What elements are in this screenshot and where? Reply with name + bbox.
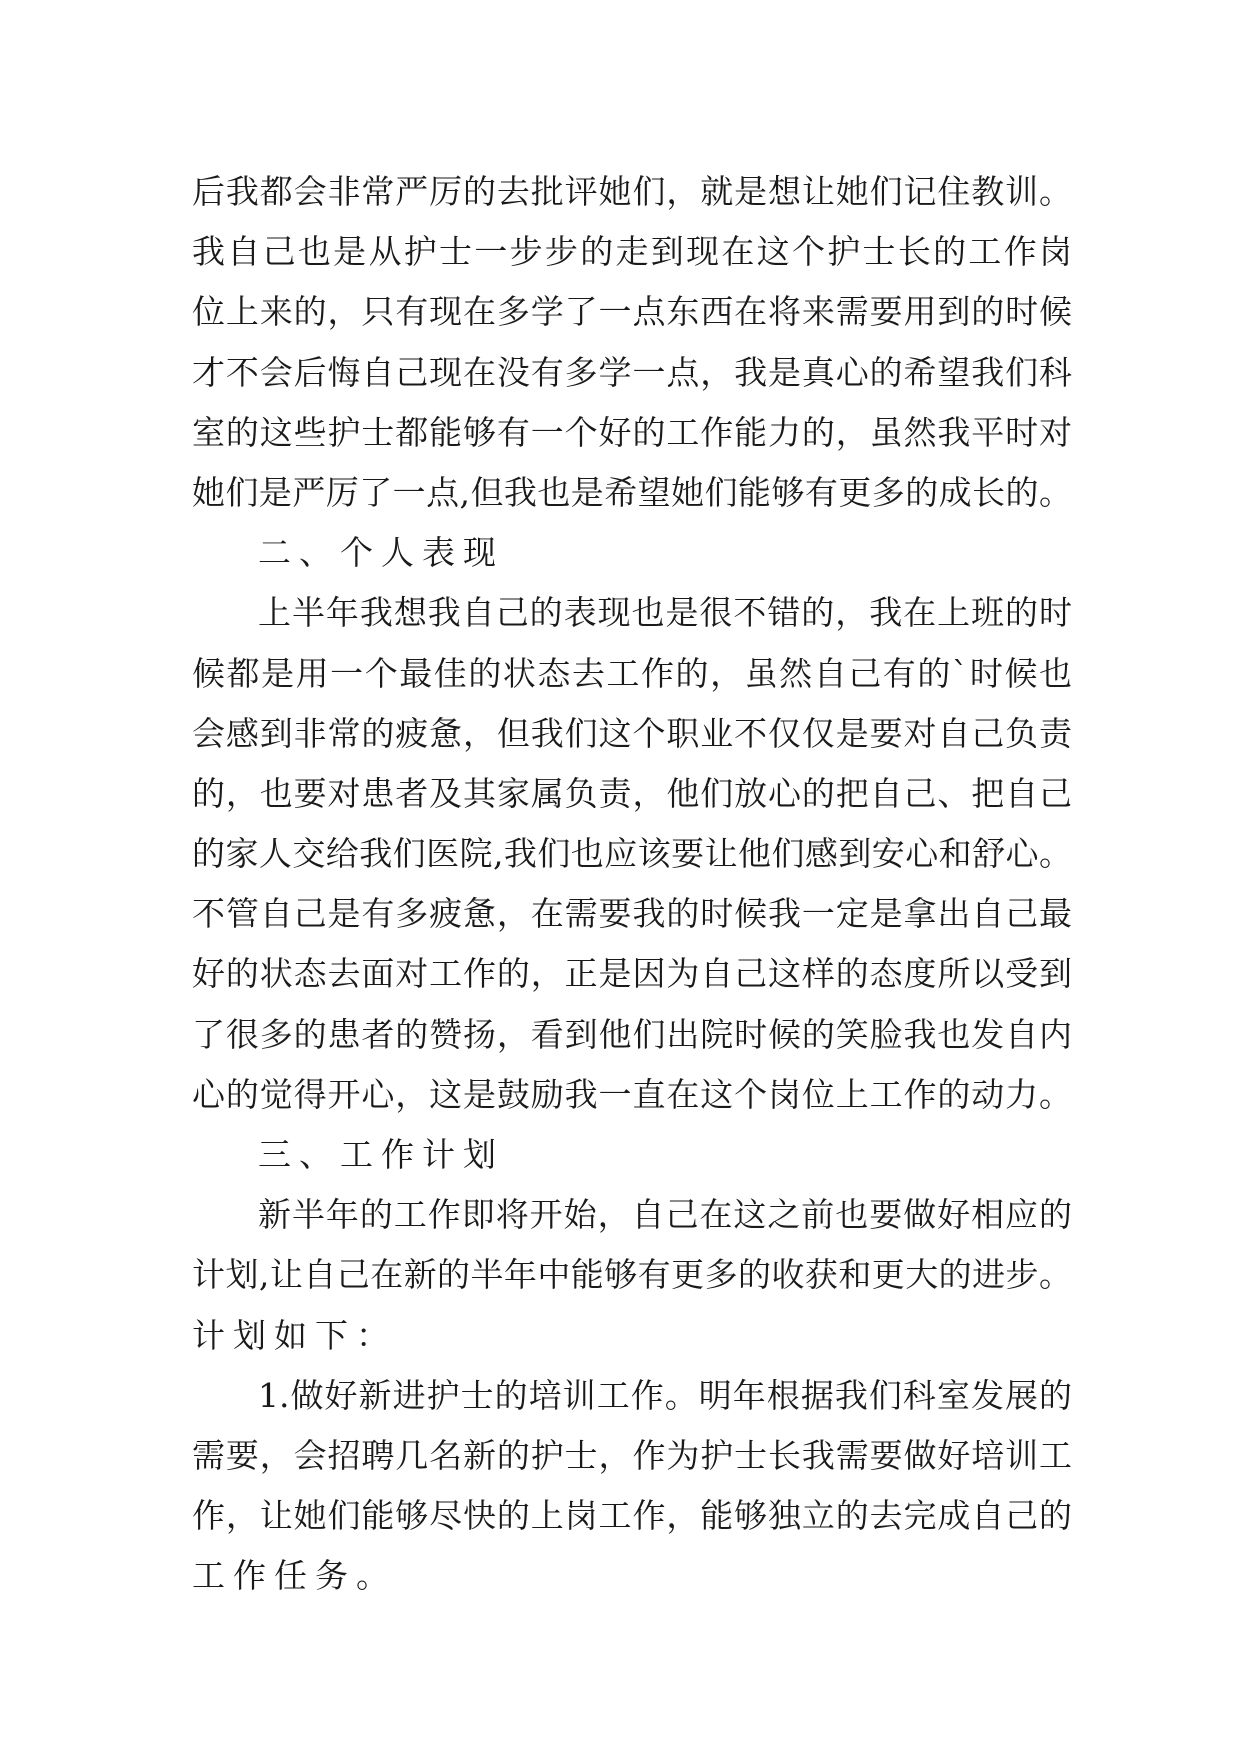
document-body — [192, 162, 1072, 1607]
paragraph-line: 不管自己是有多疲惫，在需要我的时候我一定是拿出自己最 — [192, 894, 1072, 934]
paragraph-line: 会感到非常的疲惫，但我们这个职业不仅仅是要对自己负责 — [192, 713, 1072, 753]
list-item-line: 1.做好新进护士的培训工作。明年根据我们科室发展的 — [258, 1375, 1072, 1415]
paragraph-line: 好的状态去面对工作的，正是因为自己这样的态度所以受到 — [192, 954, 1072, 994]
paragraph-line: 的，也要对患者及其家属负责，他们放心的把自己、把自己 — [192, 773, 1072, 813]
paragraph-line: 才不会后悔自己现在没有多学一点，我是真心的希望我们科 — [192, 352, 1072, 392]
paragraph-line: 我自己也是从护士一步步的走到现在这个护士长的工作岗 — [192, 232, 1072, 272]
paragraph-line: 她们是严厉了一点,但我也是希望她们能够有更多的成长的。 — [192, 472, 1072, 512]
section-heading-work-plan: 三、工作计划 — [258, 1135, 504, 1174]
paragraph-line: 计划,让自己在新的半年中能够有更多的收获和更大的进步。 — [192, 1255, 1072, 1295]
paragraph-line: 的家人交给我们医院,我们也应该要让他们感到安心和舒心。 — [192, 834, 1072, 874]
section-heading-personal-performance: 二、个人表现 — [258, 533, 504, 573]
paragraph-line: 位上来的，只有现在多学了一点东西在将来需要用到的时候 — [192, 292, 1072, 332]
paragraph-line: 心的觉得开心，这是鼓励我一直在这个岗位上工作的动力。 — [192, 1074, 1072, 1114]
paragraph-line: 新半年的工作即将开始，自己在这之前也要做好相应的 — [258, 1195, 1072, 1235]
paragraph-line: 了很多的患者的赞扬，看到他们出院时候的笑脸我也发自内 — [192, 1014, 1072, 1054]
list-item-line: 需要，会招聘几名新的护士，作为护士长我需要做好培训工 — [192, 1435, 1072, 1475]
paragraph-line: 计划如下： — [192, 1315, 397, 1355]
list-item-line: 作，让她们能够尽快的上岗工作，能够独立的去完成自己的 — [192, 1496, 1072, 1536]
paragraph-line: 室的这些护士都能够有一个好的工作能力的，虽然我平时对 — [192, 412, 1072, 452]
paragraph-line: 上半年我想我自己的表现也是很不错的，我在上班的时 — [258, 593, 1072, 633]
paragraph-line: 后我都会非常严厉的去批评她们，就是想让她们记住教训。 — [192, 172, 1072, 211]
paragraph-line: 候都是用一个最佳的状态去工作的，虽然自己有的`时候也 — [192, 653, 1072, 693]
list-item-line: 工作任务。 — [192, 1556, 397, 1596]
